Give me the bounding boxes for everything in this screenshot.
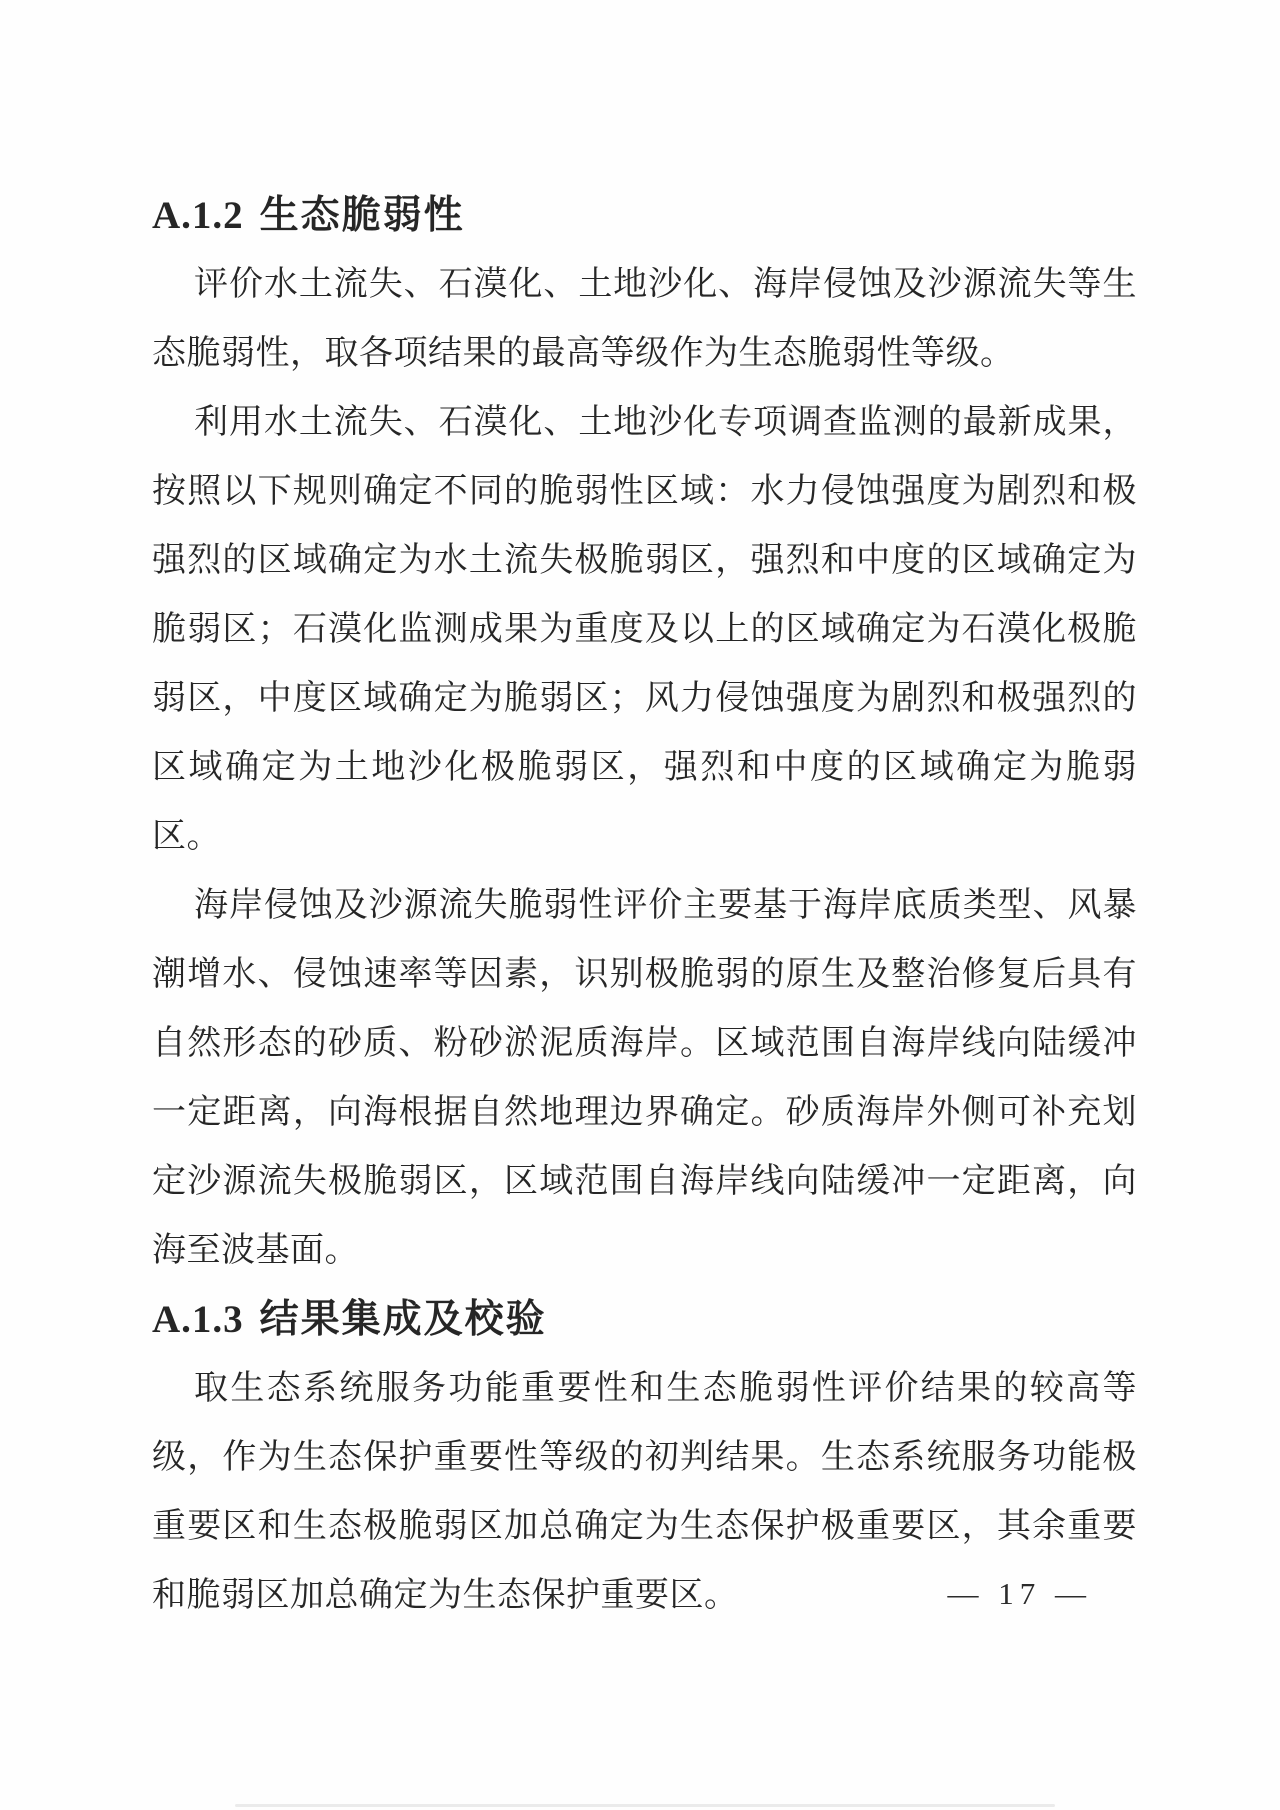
page-content	[152, 181, 1137, 1630]
section-heading-a12	[152, 181, 1137, 250]
section-number: A.1.3	[152, 1298, 244, 1341]
section-title: 生态脆弱性	[259, 194, 465, 237]
section-number: A.1.2	[152, 194, 244, 237]
paragraph: 评价水土流失、石漠化、土地沙化、海岸侵蚀及沙源流失等生态脆弱性，取各项结果的最高等级作为生态脆弱性等级。	[152, 266, 1137, 372]
scan-artifact-line	[235, 1804, 1055, 1807]
section-title: 结果集成及校验	[259, 1298, 547, 1341]
paragraph: 取生态系统服务功能重要性和生态脆弱性评价结果的较高等级，作为生态保护重要性等级的初判结果。生态系统服务功能极重要区和生态极脆弱区加总确定为生态保护极重要区，其余重要和脆弱区加总确定为生态保护重要区。	[152, 1370, 1137, 1614]
page-number: — 17 —	[947, 1576, 1092, 1611]
section-heading-a13	[152, 1285, 1137, 1354]
paragraph: 海岸侵蚀及沙源流失脆弱性评价主要基于海岸底质类型、风暴潮增水、侵蚀速率等因素，识别极脆弱的原生及整治修复后具有自然形态的砂质、粉砂淤泥质海岸。区域范围自海岸线向陆缓冲一定距离，向海根据自然地理边界确定。砂质海岸外侧可补充划定沙源流失极脆弱区，区域范围自海岸线向陆缓冲一定距离，向海至波基面。	[152, 887, 1137, 1269]
paragraph: 利用水土流失、石漠化、土地沙化专项调查监测的最新成果，按照以下规则确定不同的脆弱性区域：水力侵蚀强度为剧烈和极强烈的区域确定为水土流失极脆弱区，强烈和中度的区域确定为脆弱区；石漠化监测成果为重度及以上的区域确定为石漠化极脆弱区，中度区域确定为脆弱区；风力侵蚀强度为剧烈和极强烈的区域确定为土地沙化极脆弱区，强烈和中度的区域确定为脆弱区。	[152, 404, 1137, 855]
